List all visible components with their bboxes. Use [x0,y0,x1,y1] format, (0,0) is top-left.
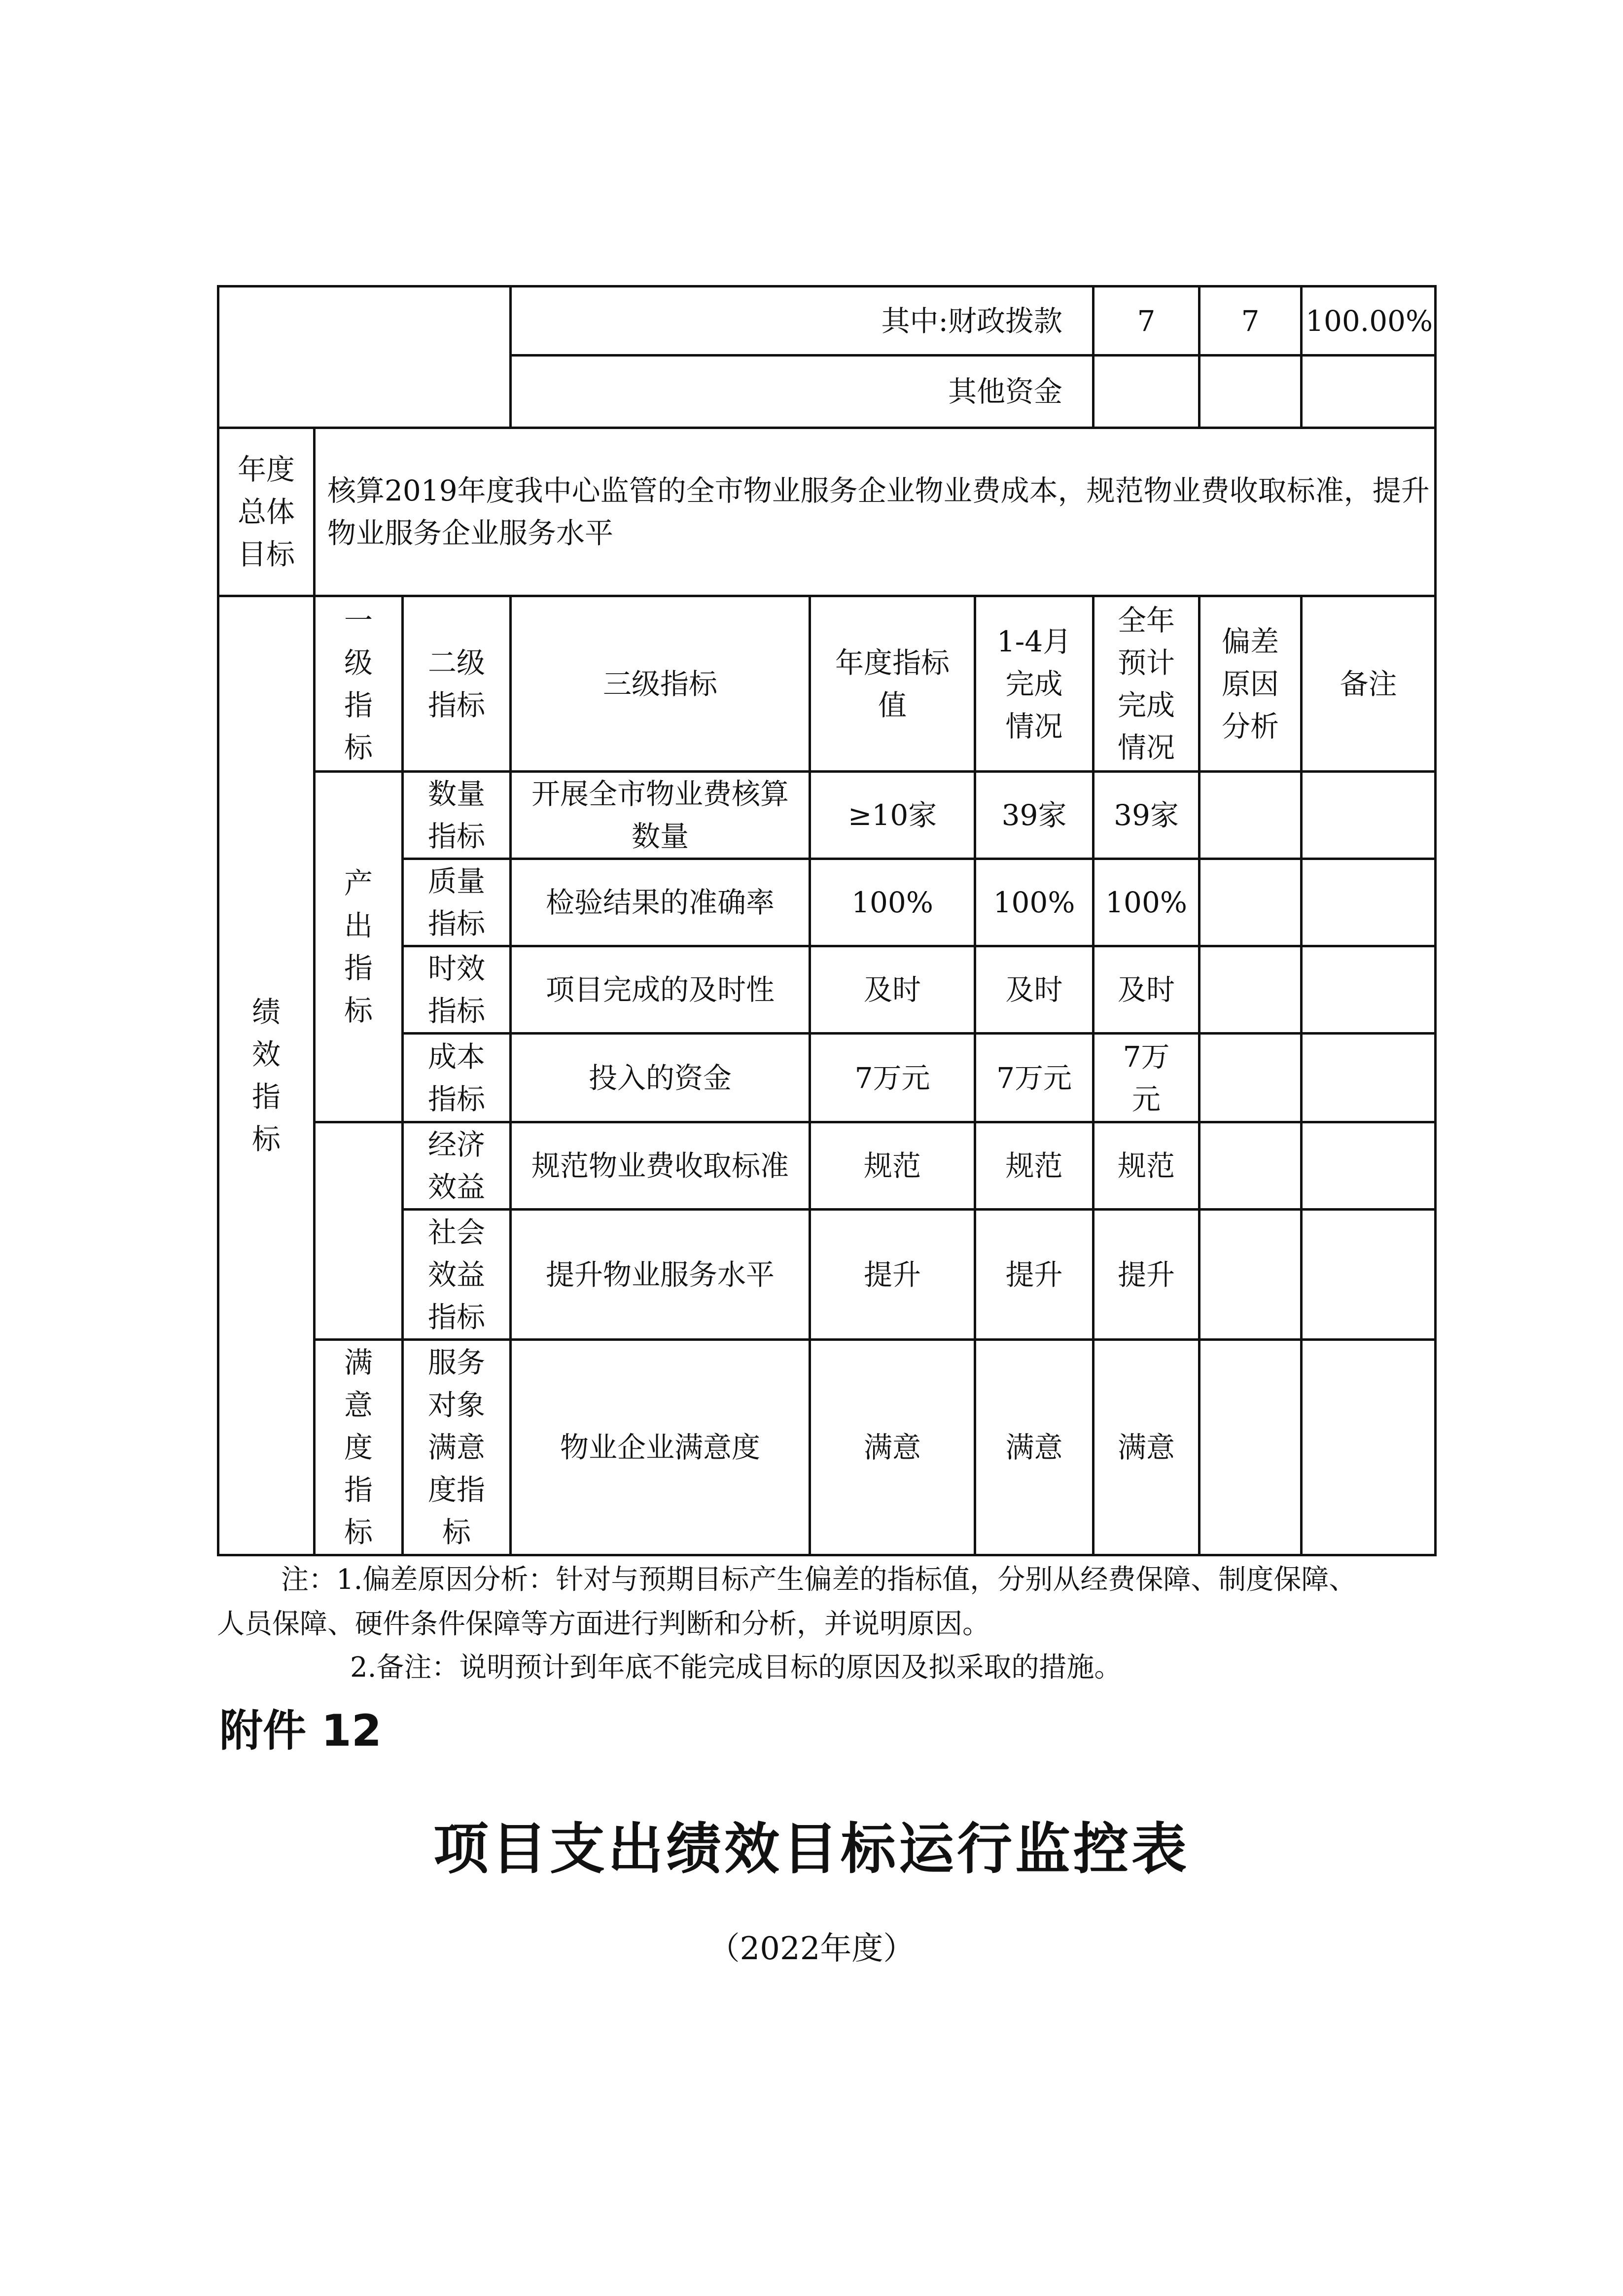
level2-cell: 服务 对象 满意 度指 标 [403,1340,511,1555]
header-cell: 备注 [1302,596,1436,772]
deviation-cell [1200,772,1302,859]
forecast-cell: 满意 [1094,1340,1200,1555]
table-row [218,772,1436,859]
header-row [218,596,1436,772]
level3-cell: 提升物业服务水平 [511,1210,810,1340]
level3-cell: 项目完成的及时性 [511,946,810,1034]
target-cell: ≥10家 [810,772,975,859]
target-cell: 规范 [810,1122,975,1210]
level3-cell: 规范物业费收取标准 [511,1122,810,1210]
remark-cell [1302,859,1436,946]
deviation-cell [1200,1034,1302,1122]
done-cell: 39家 [975,772,1094,859]
indicator-section-label: 绩 效 指 标 [218,596,315,1555]
remark-cell [1302,772,1436,859]
note-line-3: 2.备注：说明预计到年底不能完成目标的原因及拟采取的措施。 [350,1651,1122,1684]
level2-cell: 质量 指标 [403,859,511,946]
header-cell: 年度指标 值 [810,596,975,772]
header-cell: 二级 指标 [403,596,511,772]
attachment-label: 附件 12 [219,1705,382,1756]
goal-label: 年度 总体 目标 [218,428,315,596]
deviation-cell [1200,946,1302,1034]
funding-rate: 100.00% [1302,287,1436,356]
forecast-cell: 7万 元 [1094,1034,1200,1122]
deviation-cell [1200,1340,1302,1555]
forecast-cell: 100% [1094,859,1200,946]
remark-cell [1302,1340,1436,1555]
done-cell: 100% [975,859,1094,946]
done-cell: 满意 [975,1340,1094,1555]
document-subtitle: （2022年度） [708,1931,915,1967]
header-cell: 全年 预计 完成 情况 [1094,596,1200,772]
document-title: 项目支出绩效目标运行监控表 [433,1817,1190,1881]
level2-cell: 社会 效益 指标 [403,1210,511,1340]
level2-cell: 经济 效益 [403,1122,511,1210]
funding-value [1200,356,1302,428]
note-line-1: 注：1.偏差原因分析：针对与预期目标产生偏差的指标值，分别从经费保障、制度保障、 [281,1564,1357,1596]
blank-cell [218,287,511,428]
funding-row [218,287,1436,356]
remark-cell [1302,946,1436,1034]
funding-value: 7 [1200,287,1302,356]
forecast-cell: 39家 [1094,772,1200,859]
remark-cell [1302,1034,1436,1122]
level3-cell: 投入的资金 [511,1034,810,1122]
level2-cell: 成本 指标 [403,1034,511,1122]
level2-cell: 数量 指标 [403,772,511,859]
done-cell: 7万元 [975,1034,1094,1122]
deviation-cell [1200,1210,1302,1340]
funding-value [1094,356,1200,428]
header-cell: 三级指标 [511,596,810,772]
group-satisfaction: 满 意 度 指 标 [315,1340,403,1555]
deviation-cell [1200,859,1302,946]
funding-label: 其他资金 [511,356,1094,428]
goal-row [218,428,1436,596]
funding-label: 其中:财政拨款 [511,287,1094,356]
header-cell: 一 级 指 标 [315,596,403,772]
target-cell: 提升 [810,1210,975,1340]
group-benefit [315,1122,403,1340]
done-cell: 规范 [975,1122,1094,1210]
funding-rate [1302,356,1436,428]
level3-cell: 物业企业满意度 [511,1340,810,1555]
group-output: 产 出 指 标 [315,772,403,1122]
deviation-cell [1200,1122,1302,1210]
target-cell: 及时 [810,946,975,1034]
target-cell: 7万元 [810,1034,975,1122]
done-cell: 提升 [975,1210,1094,1340]
header-cell: 偏差 原因 分析 [1200,596,1302,772]
table-row [218,1340,1436,1555]
target-cell: 满意 [810,1340,975,1555]
forecast-cell: 及时 [1094,946,1200,1034]
forecast-cell: 规范 [1094,1122,1200,1210]
remark-cell [1302,1122,1436,1210]
level3-cell: 检验结果的准确率 [511,859,810,946]
remark-cell [1302,1210,1436,1340]
target-cell: 100% [810,859,975,946]
header-cell: 1-4月 完成 情况 [975,596,1094,772]
forecast-cell: 提升 [1094,1210,1200,1340]
table-row [218,1122,1436,1210]
note-line-2: 人员保障、硬件条件保障等方面进行判断和分析，并说明原因。 [217,1608,990,1640]
performance-table [217,285,1437,1556]
done-cell: 及时 [975,946,1094,1034]
level2-cell: 时效 指标 [403,946,511,1034]
goal-text: 核算2019年度我中心监管的全市物业服务企业物业费成本，规范物业费收取标准，提升物业服务企业服务水平 [315,428,1436,596]
level3-cell: 开展全市物业费核算 数量 [511,772,810,859]
funding-value: 7 [1094,287,1200,356]
